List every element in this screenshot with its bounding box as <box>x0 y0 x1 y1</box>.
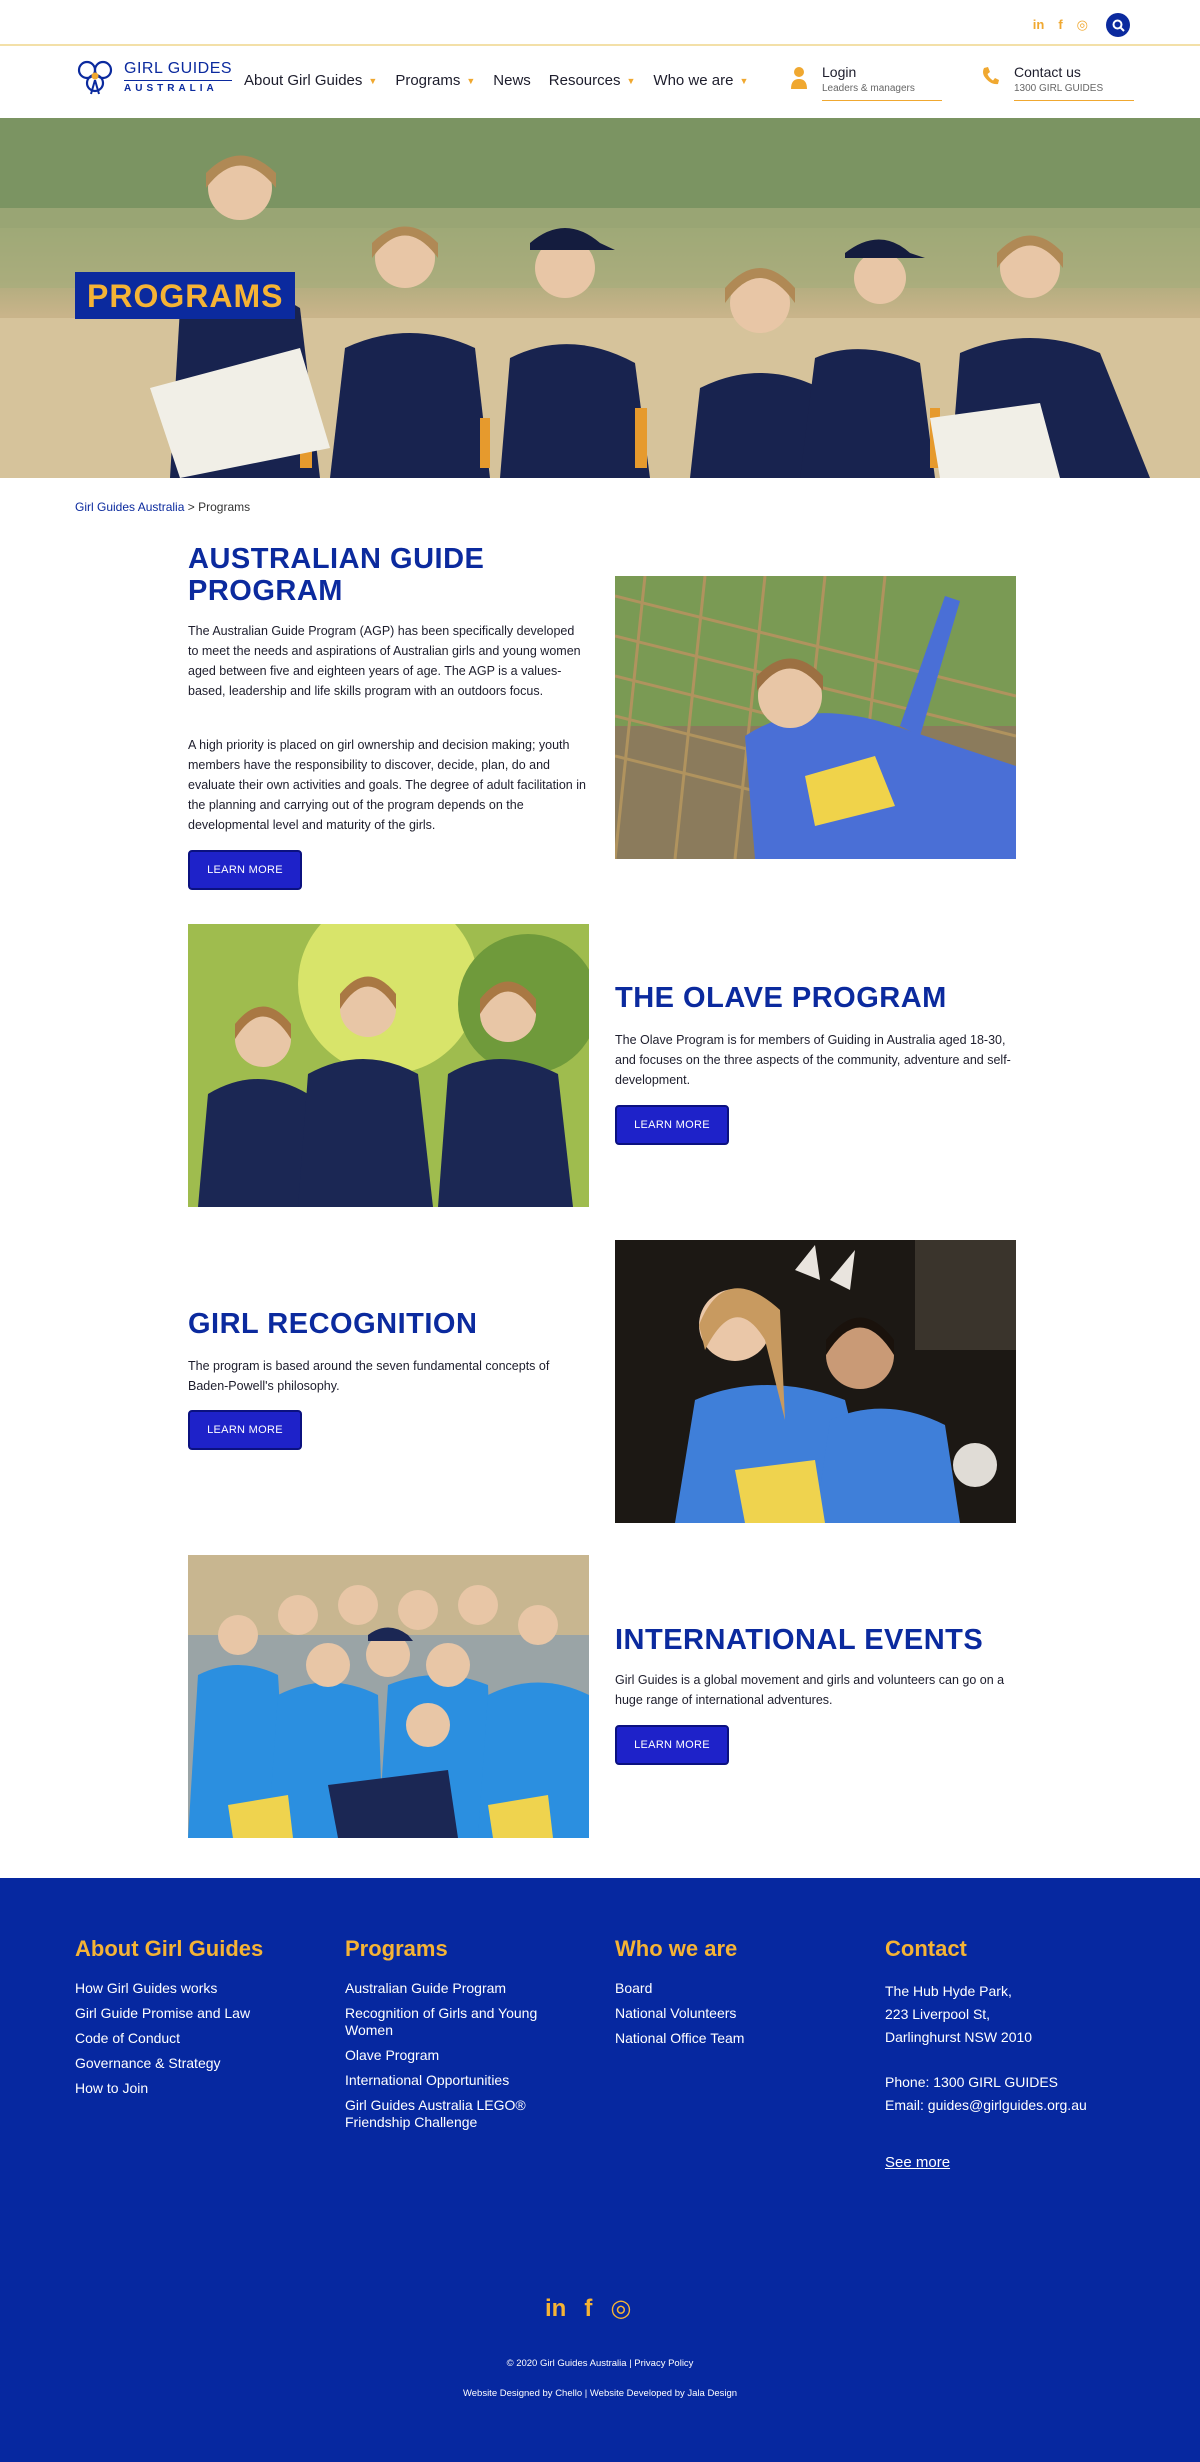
search-icon <box>1112 19 1125 32</box>
contact-phone: 1300 GIRL GUIDES <box>1014 83 1104 94</box>
footer-link[interactable]: Olave Program <box>345 2047 440 2063</box>
footer-contact-heading: Contact <box>885 1936 967 1961</box>
caret-down-icon: ▼ <box>626 75 636 86</box>
nav-label: About Girl Guides <box>244 72 363 89</box>
footer-link[interactable]: How Girl Guides works <box>75 1980 218 1996</box>
breadcrumb-separator: > <box>187 500 195 514</box>
nav-about-girl-guides[interactable] <box>244 72 377 89</box>
footer-who-column <box>615 1936 744 2055</box>
footer-phone[interactable]: Phone: 1300 GIRL GUIDES <box>885 2074 1059 2090</box>
agp-photo-girl-climbing-net <box>615 576 1016 859</box>
nav-label: Resources <box>548 72 621 89</box>
international-photo-group <box>188 1555 589 1838</box>
instagram-icon[interactable]: ◎ <box>1076 17 1088 32</box>
page-title: PROGRAMS <box>75 272 295 319</box>
logo-name: GIRL GUIDES <box>124 60 233 77</box>
footer-link[interactable]: National Volunteers <box>615 2005 737 2021</box>
footer-address-line: 223 Liverpool St, <box>885 2006 991 2022</box>
site-footer <box>0 1878 1200 2462</box>
facebook-icon[interactable]: f <box>1058 17 1063 32</box>
linkedin-icon[interactable]: in <box>1032 17 1045 32</box>
footer-link[interactable]: How to Join <box>75 2080 149 2096</box>
user-icon <box>790 62 808 90</box>
recognition-photo-girls-hugging <box>615 1240 1016 1523</box>
recognition-title: GIRL RECOGNITION <box>188 1308 478 1340</box>
breadcrumb-home[interactable]: Girl Guides Australia <box>75 500 185 514</box>
nav-news[interactable] <box>493 72 531 89</box>
footer-link[interactable]: Girl Guide Promise and Law <box>75 2005 251 2021</box>
footer-who-heading: Who we are <box>615 1936 738 1961</box>
agp-paragraph-2: A high priority is placed on girl ownership and decision making; youth members have the responsibility to discover, decide, plan, do and evaluate their own activities and goals. The degree of adult facilitation in the planning and carrying out of the program depends on the developmental level and maturity of the girls. <box>188 738 586 832</box>
instagram-icon[interactable]: ◎ <box>610 2295 632 2322</box>
agp-paragraph-1: The Australian Guide Program (AGP) has been specifically developed to meet the needs and aspirations of Australian girls and young women aged between five and eighteen years of age. The AGP is a values-based, leadership and life skills program with an outdoors focus. <box>188 624 581 698</box>
nav-label: Who we are <box>653 72 734 89</box>
agp-title-line2: PROGRAM <box>188 575 343 607</box>
footer-link[interactable]: Board <box>615 1980 653 1996</box>
login-link[interactable] <box>790 62 942 101</box>
caret-down-icon: ▼ <box>739 75 749 86</box>
top-social-links <box>1033 14 1088 36</box>
footer-link[interactable]: National Office Team <box>615 2030 745 2046</box>
nav-label: Programs <box>395 72 461 89</box>
hero-banner <box>0 118 1200 478</box>
footer-copyright[interactable]: © 2020 Girl Guides Australia | Privacy Policy <box>506 2358 694 2369</box>
footer-link[interactable]: Code of Conduct <box>75 2030 181 2046</box>
footer-link[interactable]: Recognition of Girls and Young Women <box>345 2005 538 2038</box>
search-button[interactable] <box>1106 13 1130 37</box>
linkedin-icon[interactable]: in <box>545 2294 567 2322</box>
footer-address-line: The Hub Hyde Park, <box>885 1983 1012 1999</box>
nav-label: News <box>493 72 531 89</box>
footer-link[interactable]: International Opportunities <box>345 2072 510 2088</box>
breadcrumb-current: Programs <box>198 500 251 514</box>
olave-photo-young-women <box>188 924 589 1207</box>
olave-paragraph: The Olave Program is for members of Guiding in Australia aged 18-30, and focuses on the three aspects of the community, adventure and self-development. <box>615 1033 1011 1087</box>
trefoil-logo-icon <box>74 56 116 98</box>
main-nav <box>244 72 748 89</box>
footer-social-links <box>545 2294 631 2323</box>
caret-down-icon: ▼ <box>368 75 378 86</box>
logo-country: AUSTRALIA <box>124 80 232 94</box>
footer-link[interactable]: Girl Guides Australia LEGO® Friendship Challenge <box>345 2097 526 2130</box>
footer-address-line: Darlinghurst NSW 2010 <box>885 2029 1033 2045</box>
caret-down-icon: ▼ <box>466 75 476 86</box>
international-paragraph: Girl Guides is a global movement and girls and volunteers can go on a huge range of international adventures. <box>615 1673 1005 1707</box>
footer-credits[interactable]: Website Designed by Chello | Website Developed by Jala Design <box>462 2388 738 2399</box>
breadcrumb <box>75 500 250 514</box>
login-label: Login <box>822 64 857 80</box>
footer-about-column <box>75 1936 263 2105</box>
footer-see-more-link[interactable]: See more <box>885 2154 951 2171</box>
recognition-paragraph: The program is based around the seven fundamental concepts of Baden-Powell's philosophy. <box>188 1359 550 1393</box>
main-header <box>0 46 1200 118</box>
international-learn-more-button[interactable]: LEARN MORE <box>615 1725 729 1765</box>
footer-contact-column <box>885 1936 1087 2117</box>
facebook-icon[interactable]: f <box>584 2294 593 2322</box>
nav-resources[interactable] <box>549 72 636 89</box>
footer-programs-heading: Programs <box>345 1936 448 1961</box>
site-logo[interactable] <box>74 56 232 98</box>
footer-email[interactable]: Email: guides@girlguides.org.au <box>885 2097 1087 2113</box>
agp-title <box>188 543 568 607</box>
agp-learn-more-button[interactable]: LEARN MORE <box>188 850 302 890</box>
footer-programs-column <box>345 1936 575 2139</box>
olave-title: THE OLAVE PROGRAM <box>615 982 947 1014</box>
phone-icon <box>980 62 1000 90</box>
login-sublabel: Leaders & managers <box>822 83 915 94</box>
contact-label: Contact us <box>1014 64 1081 80</box>
footer-about-heading: About Girl Guides <box>75 1936 264 1961</box>
olave-learn-more-button[interactable]: LEARN MORE <box>615 1105 729 1145</box>
agp-title-line1: AUSTRALIAN GUIDE <box>188 543 485 575</box>
footer-link[interactable]: Australian Guide Program <box>345 1980 507 1996</box>
footer-link[interactable]: Governance & Strategy <box>75 2055 221 2071</box>
international-title: INTERNATIONAL EVENTS <box>615 1624 984 1656</box>
nav-programs[interactable] <box>395 72 475 89</box>
contact-link[interactable] <box>980 62 1134 101</box>
nav-who-we-are[interactable] <box>653 72 748 89</box>
top-utility-bar <box>0 0 1200 46</box>
recognition-learn-more-button[interactable]: LEARN MORE <box>188 1410 302 1450</box>
